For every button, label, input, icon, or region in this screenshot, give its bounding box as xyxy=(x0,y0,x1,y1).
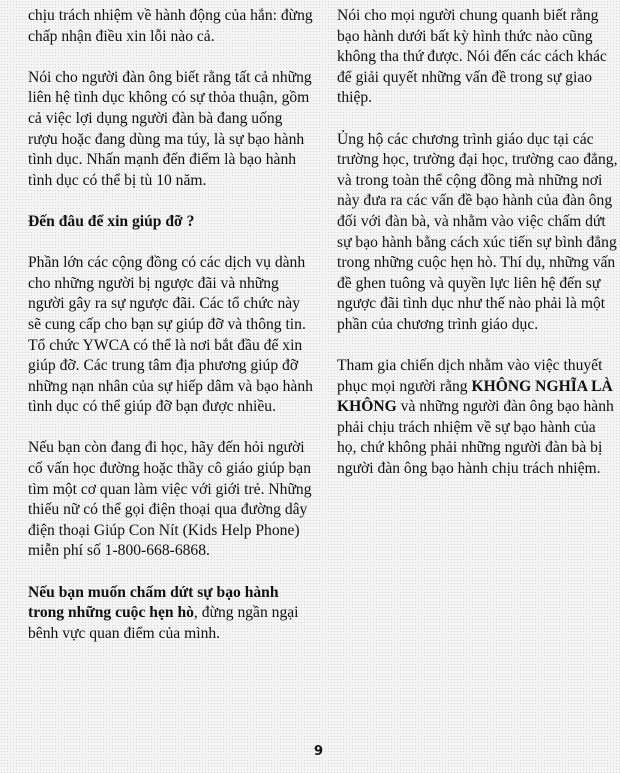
campaign-text-end: và những người đàn ông bạo hành phải chịu trách nhiệm về sự bạo hành của họ, chứ không phải những người đàn bà bị người đàn ông bạo hành chịu trách nhiệm. xyxy=(337,398,614,478)
stop-violence-rest: , đừng ngần ngại bênh vực quan điểm của mình. xyxy=(28,604,299,642)
stop-violence-bold-lead: Nếu bạn muốn chấm dứt sự bạo hành trong những cuộc hẹn hò xyxy=(28,583,279,622)
paragraph-sexual-violence: Nói cho người đàn ông biết rằng tất cả những liên hệ tình dục không có sự thỏa thuận, gồm cả việc lợi dụng người đàn bà đang uống rượu hoặc đang dùng ma túy, là sự bạo hành tình dục. Nhấn mạnh đến điểm là bạo hành tình dục có thể bị tù 10 năm. xyxy=(28,68,312,189)
paragraph-education-programs: Ủng hộ các chương trình giáo dục tại các trường học, trường đại học, trường cao đẳng, và trong toàn thể cộng đồng mà những nơi này đưa ra các vấn đề bạo hành của đàn ông đối với đàn bà, và nhằm vào việc chấm dứt sự bạo hành bằng cách xúc tiến sự bình đẳng trong những cuộc hẹn hò. Thí dụ, những vấn đề ghen tuông và quyền lực liên hệ đến sự ngược đãi tình dục như thế nào phải là một phần của chương trình giáo dục. xyxy=(337,130,618,333)
campaign-text-start: Tham gia chiến dịch nhằm vào việc thuyết phục mọi người rằng xyxy=(337,357,603,395)
paragraph-tell-everyone: Nói cho mọi người chung quanh biết rằng bạo hành dưới bất kỳ hình thức nào cũng không tha thứ được. Nói đến các cách khác để giải quyết những vấn đề trong sự giao thiệp. xyxy=(337,7,607,107)
paragraph-stop-violence xyxy=(28,583,314,645)
paragraph-responsibility: chịu trách nhiệm về hành động của hắn: đừng chấp nhận điều xin lỗi nào cả. xyxy=(28,7,313,45)
paragraph-campaign xyxy=(337,356,619,480)
page-number: 9 xyxy=(314,744,324,759)
campaign-bold-no-means-no: KHÔNG NGHĨA LÀ KHÔNG xyxy=(337,377,613,416)
right-column xyxy=(337,6,619,500)
section-heading-help: Đến đâu để xin giúp đỡ ? xyxy=(28,212,195,230)
paragraph-community-services: Phần lớn các cộng đồng có các dịch vụ dành cho những người bị ngược đãi và những người gây ra sự ngược đãi. Các tổ chức này sẽ cung cấp cho bạn sự giúp đỡ và thông tin. Tổ chức YWCA có thể là nơi bắt đầu để xin giúp đỡ. Các trung tâm địa phương giúp đỡ những nạn nhân của sự hiếp dâm và bạo hành tình dục có thể giúp đỡ bạn được nhiều. xyxy=(28,254,313,416)
left-column xyxy=(28,6,314,665)
paragraph-school-help: Nếu bạn còn đang đi học, hãy đến hỏi người cố vấn học đường hoặc thầy cô giáo giúp bạn tìm một cơ quan làm việc với giới trẻ. Những thiếu nữ có thể gọi điện thoại qua đường dây điện thoại Giúp Con Nít (Kids Help Phone) miễn phí số 1-800-668-6868. xyxy=(28,439,312,560)
